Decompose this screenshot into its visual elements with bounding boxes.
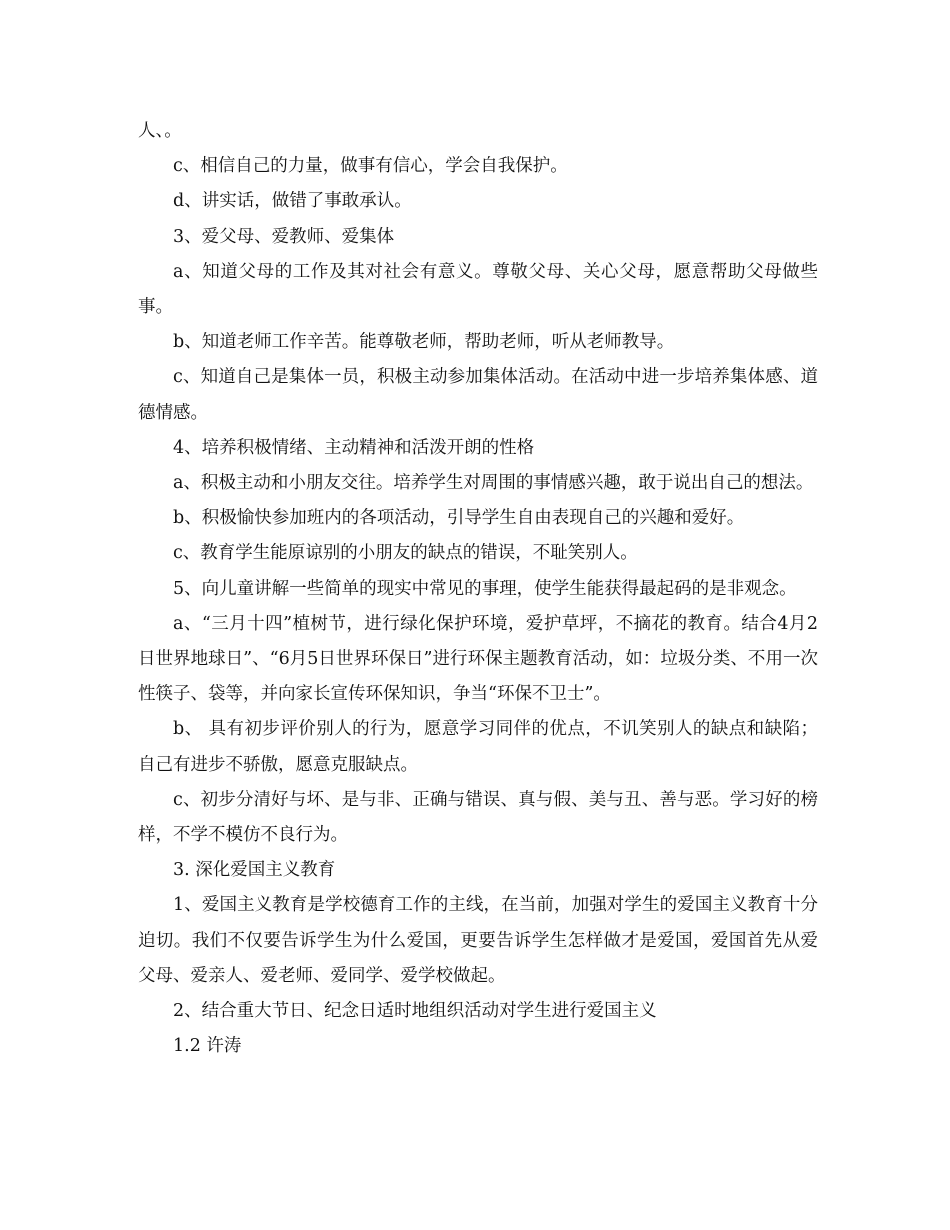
paragraph-item-1-patriotism: 1、爱国主义教育是学校德育工作的主线，在当前，加强对学生的爱国主义教育十分迫切。我们不仅要告诉学生为什么爱国，更要告诉学生怎样做才是爱国，爱国首先从爱父母、爱亲人、爱老师、爱同学、爱学校做起。	[138, 895, 818, 986]
paragraph-item-c-forgive: c、教育学生能原谅别的小朋友的缺点的错误，不耻笑别人。	[173, 543, 638, 564]
paragraph-item-c-self-confidence: c、相信自己的力量，做事有信心，学会自我保护。	[173, 156, 568, 177]
paragraph-item-b-teachers: b、知道老师工作辛苦。能尊敬老师，帮助老师，听从老师教导。	[173, 332, 675, 353]
paragraph-continuation: 人、。	[138, 121, 182, 141]
paragraph-item-2-holidays: 2、结合重大节日、纪念日适时地组织活动对学生进行爱国主义	[173, 1001, 657, 1022]
section-heading-4-character: 4、培养积极情绪、主动精神和活泼开朗的性格	[173, 437, 535, 458]
paragraph-item-c-distinguish: c、初步分清好与坏、是与非、正确与错误、真与假、美与丑、善与恶。学习好的榜样，不学不模仿不良行为。	[138, 789, 818, 846]
paragraph-item-d-honesty: d、讲实话，做错了事敢承认。	[173, 191, 412, 212]
paragraph-item-b-activities: b、积极愉快参加班内的各项活动，引导学生自由表现自己的兴趣和爱好。	[173, 508, 745, 529]
section-heading-5-right-wrong: 5、向儿童讲解一些简单的现实中常见的事理，使学生能获得最起码的是非观念。	[173, 578, 797, 599]
paragraph-item-a-parents: a、知道父母的工作及其对社会有意义。尊敬父母、关心父母，愿意帮助父母做些事。	[138, 261, 818, 318]
paragraph-item-a-friends: a、积极主动和小朋友交往。培养学生对周围的事情感兴趣，敢于说出自己的想法。	[173, 473, 814, 494]
paragraph-item-a-environment: a、“三月十四”植树节，进行绿化保护环境，爱护草坪，不摘花的教育。结合4月2日世界地球日”、“6月5日世界环保日”进行环保主题教育活动，如：垃圾分类、不用一次性筷子、袋等，并向家长宣传环保知识，争当“环保不卫士”。	[138, 613, 818, 705]
section-heading-patriotism: 3. 深化爱国主义教育	[173, 860, 336, 881]
paragraph-item-b-evaluate: b、 具有初步评价别人的行为，愿意学习同伴的优点，不讥笑别人的缺点和缺陷；自己有进步不骄傲，愿意克服缺点。	[138, 719, 818, 775]
paragraph-author-line: 1.2 许涛	[173, 1036, 242, 1057]
document-body	[138, 114, 818, 1064]
paragraph-item-c-collective: c、知道自己是集体一员，积极主动参加集体活动。在活动中进一步培养集体感、道德情感。	[138, 367, 818, 423]
section-heading-3-love: 3、爱父母、爱教师、爱集体	[173, 226, 395, 247]
